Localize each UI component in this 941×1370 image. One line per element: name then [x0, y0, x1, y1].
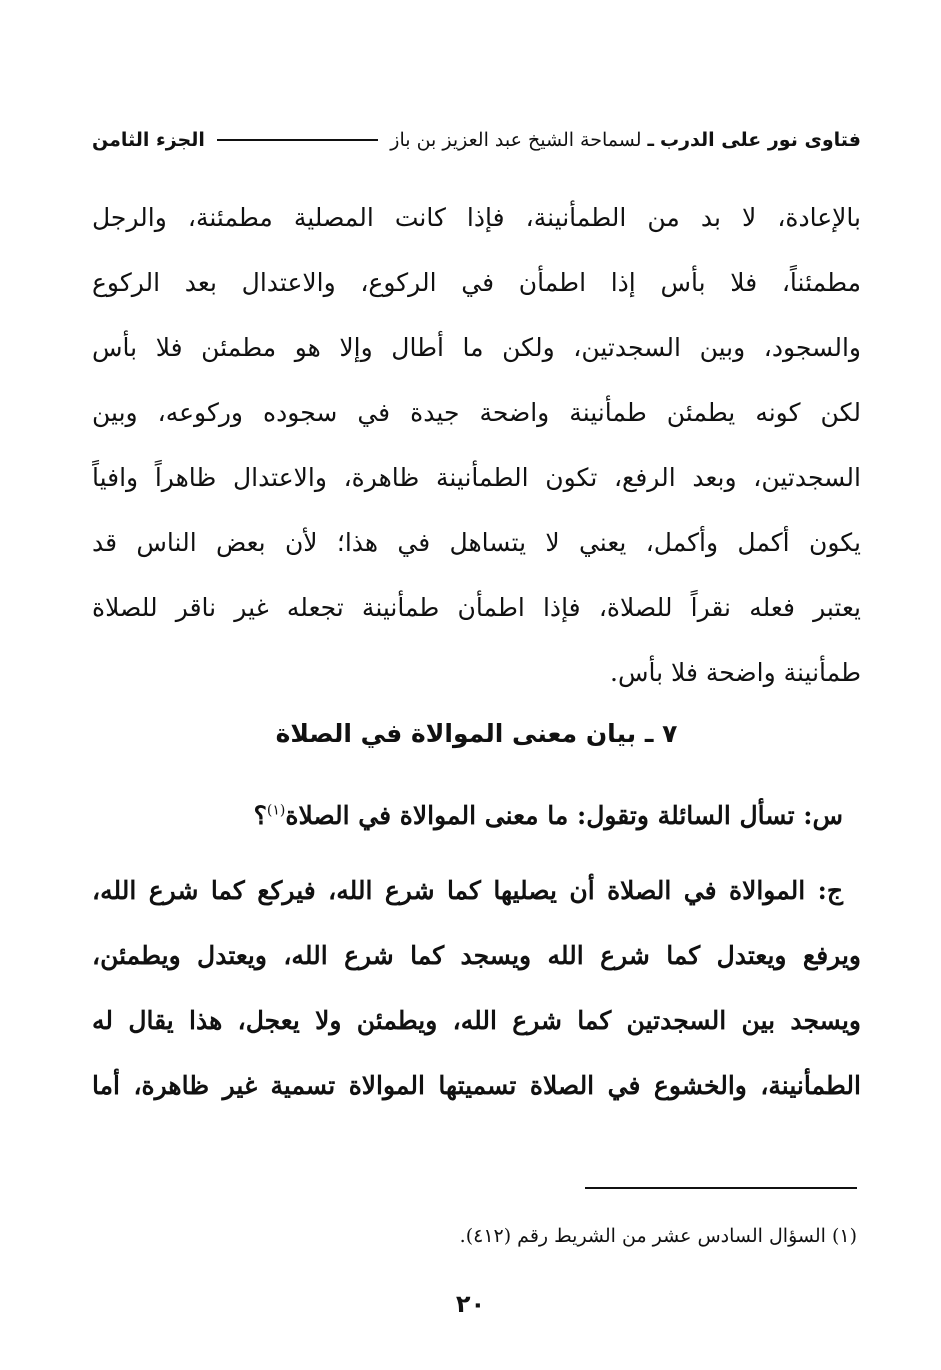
- paragraph-line: لكن كونه يطمئن طمأنينة واضحة جيدة في سجوده وركوعه، وبين: [92, 398, 861, 427]
- paragraph-line: مطمئناً، فلا بأس إذا اطمأن في الركوع، والاعتدال بعد الركوع: [92, 268, 861, 297]
- paragraph-line: يكون أكمل وأكمل، يعني لا يتساهل في هذا؛ لأن بعض الناس قد: [92, 528, 861, 557]
- question-line: [92, 788, 861, 844]
- paragraph-line: طمأنينة واضحة فلا بأس.: [610, 658, 861, 687]
- answer-paragraph: [92, 858, 861, 1118]
- answer-line: ج: الموالاة في الصلاة أن يصليها كما شرع الله، فيركع كما شرع الله،: [92, 876, 843, 905]
- section-heading: ٧ ـ بيان معنى الموالاة في الصلاة: [275, 719, 678, 748]
- paragraph-line: السجدتين، وبعد الرفع، تكون الطمأنينة ظاهرة، والاعتدال ظاهراً وافياً: [92, 463, 861, 492]
- header-title-group: [390, 129, 861, 151]
- footnote-reference[interactable]: (١): [266, 802, 286, 819]
- header-separator: ـ: [647, 129, 654, 151]
- footnote-divider: [585, 1187, 857, 1189]
- question-text: س: تسأل السائلة وتقول: ما معنى الموالاة في الصلاة: [285, 801, 843, 830]
- page-number: ٢٠: [455, 1290, 486, 1318]
- footnote: (١) السؤال السادس عشر من الشريط رقم (٤١٢).: [459, 1225, 857, 1247]
- paragraph-line: والسجود، وبين السجدتين، ولكن ما أطال وإلا هو مطمئن فلا بأس: [92, 333, 861, 362]
- header-rule: [217, 139, 378, 141]
- answer-line: الطمأنينة، والخشوع في الصلاة تسميتها الموالاة تسمية غير ظاهرة، أما: [92, 1071, 861, 1100]
- paragraph-line: بالإعادة، لا بد من الطمأنينة، فإذا كانت المصلية مطمئنة، والرجل: [92, 203, 861, 232]
- header-author: لسماحة الشيخ عبد العزيز بن باز: [390, 129, 642, 151]
- question-mark: ؟: [253, 801, 267, 830]
- header-part-label: الجزء الثامن: [92, 129, 205, 151]
- paragraph-continuation: [92, 185, 861, 705]
- answer-line: ويسجد بين السجدتين كما شرع الله، ويطمئن ولا يعجل، هذا يقال له: [92, 1006, 861, 1035]
- answer-line: ويرفع ويعتدل كما شرع الله ويسجد كما شرع الله، ويعتدل ويطمئن،: [92, 941, 861, 970]
- running-header: [92, 118, 861, 162]
- paragraph-line: يعتبر فعله نقراً للصلاة، فإذا اطمأن طمأنينة تجعله غير ناقر للصلاة: [92, 593, 861, 622]
- header-series-title: فتاوى نور على الدرب: [660, 129, 861, 151]
